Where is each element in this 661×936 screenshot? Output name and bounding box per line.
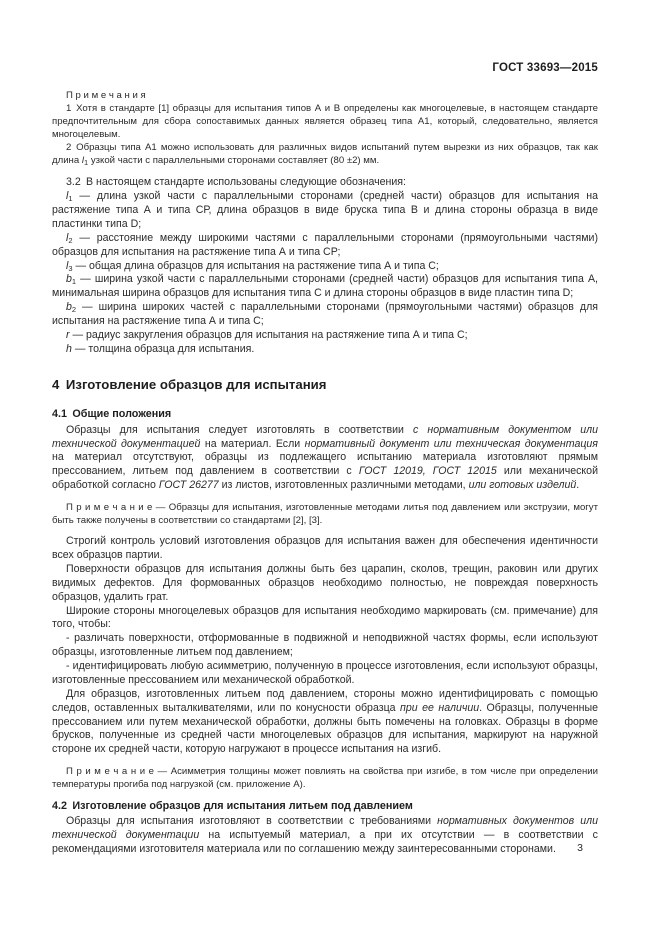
section-4-1-paragraph-3: Поверхности образцов для испытания должны быть без царапин, сколов, трещин, раковин или других видимых дефектов. Для формованных образцов необходимо полностью, не повреждая поверхность образцов, удалить грат. bbox=[52, 562, 598, 603]
definition-h: h — толщина образца для испытания. bbox=[66, 342, 255, 355]
note-paragraph: П р и м е ч а н и е — Образцы для испытания, изготовленные методами литья под давлением или экструзии, могут быть также получены в соответствии со стандартами [2], [3]. bbox=[52, 502, 598, 527]
section-4-1-title: 4.1 Общие положения bbox=[52, 407, 172, 420]
section-4-1-paragraph-4: Широкие стороны многоцелевых образцов для испытания необходимо маркировать (см. примечание) для того, чтобы: bbox=[52, 604, 598, 631]
note-item-1: 1 Хотя в стандарте [1] образцы для испытания типов А и В определены как многоцелевые, в настоящем стандарте предпочтительным для сбора сопоставимых данных является образец типа А1, который, следовательно, является многоцелевым. bbox=[52, 103, 598, 141]
section-4-2-title: 4.2 Изготовление образцов для испытания литьем под давлением bbox=[52, 800, 413, 813]
definition-l2: $l_2$ — расстояние между широкими частями с параллельными сторонами (прямоугольными частями) образцов для испытания на растяжение типа А и типа СР; bbox=[52, 231, 598, 258]
section-4-1-paragraph-1: Образцы для испытания следует изготовлять в соответствии с нормативным документом или технической документацией на материал. Если нормативный документ или техническая документация на материал отсутствуют, образцы из подлежащего испытанию материала изготовляют прямым прессованием, литьем под давлением в соответствии с ГОСТ 12019, ГОСТ 12015 или механической обработкой согласно ГОСТ 26277 из листов, изготовленных различными методами, или готовых изделий. bbox=[52, 423, 599, 492]
text-column bbox=[52, 0, 598, 857]
definitions-list bbox=[52, 190, 598, 357]
definition-l1: $l_1$ — длина узкой части с параллельными сторонами (средней части) образцов для испытания на растяжение типа А и типа СР, длина образцов в виде бруска типа В и длина стороны образца в виде пластинки типа D; bbox=[52, 190, 598, 230]
notes-block bbox=[52, 89, 598, 167]
note-item-2: 2 Образцы типа А1 можно использовать для различных видов испытаний путем вырезки из них образцов, так как длина $l_1$ узкой части с параллельными сторонами составляет (80 ±2) мм. bbox=[52, 142, 598, 168]
definition-l3: $l_3$ — общая длина образцов для испытания на растяжение типа А и типа С; bbox=[66, 259, 439, 273]
definition-b1: $b_1$ — ширина узкой части с параллельными сторонами (средней части) образцов для испытания типа А, минимальная ширина образцов для испытания типа С и длина стороны образцов в виде пластин типа D; bbox=[52, 273, 598, 300]
note-block-asymmetry bbox=[52, 765, 598, 791]
note-block-manufacture bbox=[52, 501, 598, 527]
definition-r: r — радиус закругления образцов для испытания на растяжение типа А и типа С; bbox=[66, 328, 468, 341]
clause-3-2-paragraph: 3.2 В настоящем стандарте использованы следующие обозначения: bbox=[66, 176, 406, 189]
section-4-1-bullet-1: - различать поверхности, отформованные в подвижной и неподвижной частях формы, если используют образцы, изготовленные литьем под давлением; bbox=[52, 632, 598, 659]
section-4-1-paragraph-5: Для образцов, изготовленных литьем под давлением, стороны можно идентифицировать с помощью следов, оставленных выталкивателями, или по конусности образца при ее наличии. Образцы, полученные прессованием или путем механической обработки, должны быть помечены на головках. Образцы в форме брусков, полученные из средней части многоцелевых образцов для испытания, маркируют на наружной стороне их средней части, которую нагружают в процессе испытания на изгиб. bbox=[52, 687, 598, 756]
notes-label: П р и м е ч а н и я bbox=[66, 90, 146, 101]
note-paragraph: П р и м е ч а н и е — Асимметрия толщины может повлиять на свойства при изгибе, в том числе при определении температуры прогиба под нагрузкой (см. приложение А). bbox=[52, 766, 598, 791]
section-4-1-bullet-2: - идентифицировать любую асимметрию, полученную в процессе изготовления, если используют образцы, изготовленные прессованием или механической обработкой. bbox=[52, 660, 598, 686]
page-number: 3 bbox=[577, 842, 583, 854]
definition-b2: $b_2$ — ширина широких частей с параллельными сторонами (прямоугольными частями) образцов для испытания на растяжение типа А и типа С; bbox=[52, 301, 598, 328]
section-4-title: 4 Изготовление образцов для испытания bbox=[52, 376, 327, 392]
doc-code-header: ГОСТ 33693—2015 bbox=[492, 62, 598, 74]
section-4-2-paragraph-1: Образцы для испытания изготовляют в соответствии с требованиями нормативных документов или технической документации на испытуемый материал, а при их отсутствии — в соответствии с рекомендациями изготовителя материала или по соглашению между заинтересованными сторонами. bbox=[52, 815, 598, 855]
section-4-1-paragraph-2: Строгий контроль условий изготовления образцов для испытания важен для обеспечения идентичности всех образцов партии. bbox=[52, 535, 598, 561]
